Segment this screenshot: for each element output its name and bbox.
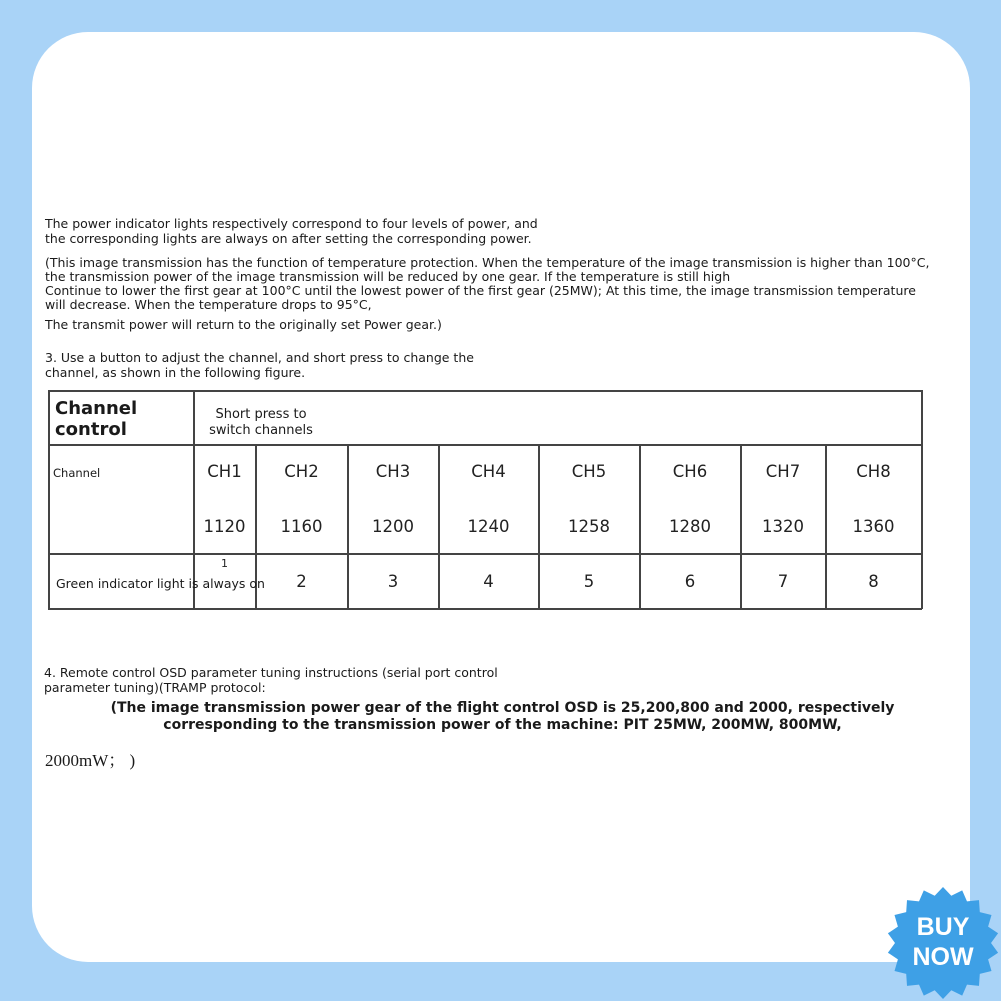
channel-header: CH6 bbox=[672, 462, 708, 481]
content-card bbox=[32, 32, 970, 962]
power-indicator-intro: The power indicator lights respectively correspond to four levels of power, and the corresponding lights are always on after setting the corresponding power. bbox=[45, 216, 538, 246]
buy-now-button[interactable]: BUY NOW bbox=[912, 913, 974, 971]
table-subtitle: Short press to switch channels bbox=[209, 407, 313, 438]
frequency-value: 1360 bbox=[852, 517, 895, 536]
channel-header: CH5 bbox=[571, 462, 607, 481]
channel-header: CH2 bbox=[284, 462, 319, 481]
section-3-heading: 3. Use a button to adjust the channel, and short press to change the channel, as shown in the following figure. bbox=[45, 350, 474, 380]
indicator-count: 1 bbox=[221, 557, 228, 570]
indicator-count: 4 bbox=[483, 572, 494, 591]
frequency-value: 1200 bbox=[372, 517, 414, 536]
channel-header: CH7 bbox=[765, 462, 801, 481]
frequency-value: 1258 bbox=[568, 517, 610, 536]
frequency-value: 1160 bbox=[280, 517, 323, 536]
table-title: Channel control bbox=[55, 398, 138, 440]
indicator-count: 5 bbox=[583, 572, 595, 591]
indicator-count: 8 bbox=[868, 572, 879, 591]
frequency-value: 1280 bbox=[669, 517, 711, 536]
frequency-value: 1240 bbox=[467, 517, 510, 536]
channel-header: CH3 bbox=[375, 462, 411, 481]
indicator-count: 2 bbox=[296, 572, 307, 591]
channel-header: CH4 bbox=[471, 462, 506, 481]
channel-header: CH8 bbox=[856, 462, 891, 481]
channel-row-label: Channel bbox=[53, 466, 101, 480]
frequency-value: 1120 bbox=[203, 517, 246, 536]
indicator-count: 7 bbox=[777, 572, 789, 591]
osd-power-note: (The image transmission power gear of the flight control OSD is 25,200,800 and 2000, respectively corresponding to the transmission power of the machine: PIT 25MW, 200MW, 800MW, bbox=[110, 700, 895, 733]
section-4-heading: 4. Remote control OSD parameter tuning instructions (serial port control parameter tuning)(TRAMP protocol: bbox=[44, 665, 498, 695]
temperature-protection-note: (This image transmission has the function of temperature protection. When the temperature of the image transmission is higher than 100°C, the transmission power of the image transmission will be reduced by one gear. If the temperature is still high Continue to lower the first gear at 100°C until the lowest power of the first gear (25MW); At this time, the image transmission temperature will decrease. When the temperature drops to 95°C, The transmit power will return to the originally set Power gear.) bbox=[45, 255, 930, 332]
channel-header: CH1 bbox=[207, 462, 242, 481]
indicator-count: 6 bbox=[684, 572, 696, 591]
frequency-value: 1320 bbox=[762, 517, 804, 536]
green-indicator-label: Green indicator light is always on bbox=[56, 576, 265, 591]
indicator-count: 3 bbox=[387, 572, 399, 591]
closing-power-value: 2000mW； ) bbox=[45, 751, 136, 770]
